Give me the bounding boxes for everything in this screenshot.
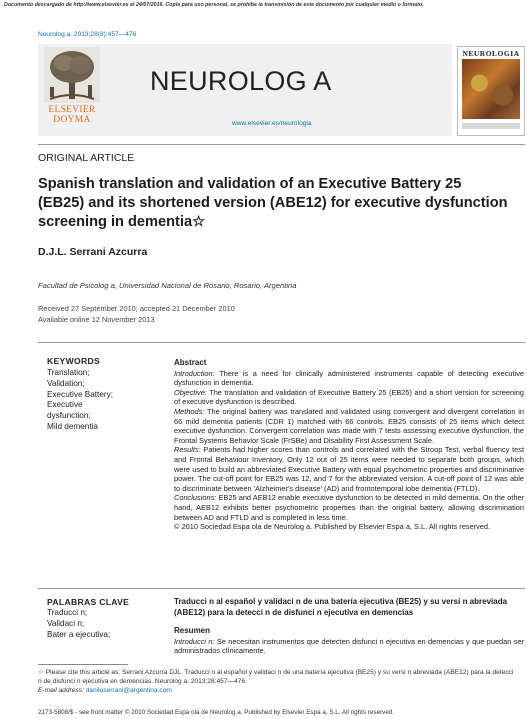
section-label: Introduction: (174, 368, 215, 378)
section-text: There is a need for clinically administered instruments capable of detecting executive dysfunction in dementia. (174, 368, 524, 388)
palabras-clave-list (47, 608, 110, 640)
keyword-item: Executive Battery; (47, 389, 113, 399)
publisher-line-2: DOYMA (53, 115, 91, 125)
cover-title: NEUROLOGIA (462, 49, 520, 58)
palabras-clave-heading: PALABRAS CLAVE (47, 597, 130, 607)
online-date: Available online 12 November 2013 (38, 314, 155, 324)
elsevier-logo (40, 47, 104, 129)
keywords-list (47, 368, 157, 433)
footnote-rule (38, 664, 128, 665)
received-dates: Received 27 September 2010; accepted 21 December 2010 (38, 304, 235, 313)
section-label: Results: (174, 445, 201, 455)
keyword-item: dysfunction; (47, 411, 91, 421)
divider (38, 342, 525, 343)
cover-footer-band (462, 123, 520, 129)
author-affiliation: Facultad de Psicolog a, Universidad Nacional de Rosario, Rosario, Argentina (38, 281, 297, 290)
section-label: Methods: (174, 406, 205, 416)
journal-cover (457, 46, 525, 136)
email-line (38, 687, 518, 696)
publisher-line-1: ELSEVIER (48, 105, 96, 115)
palabra-clave-item: Bater a ejecutiva; (47, 629, 111, 639)
section-label: Objective: (174, 387, 207, 397)
abstract-results (174, 445, 524, 493)
tree-logo-icon (44, 47, 100, 103)
keyword-item: Validation; (47, 378, 85, 388)
email-label: E-mail address: (38, 686, 86, 694)
page-footer: 2173-5808/$ - see front matter © 2010 Sociedad Espa ola de Neurolog a. Published by Elsevier Espa a, S.L. All rights reserved. (38, 709, 395, 716)
keyword-item: Mild dementia (47, 421, 98, 431)
keyword-item: Translation; (47, 368, 90, 377)
abstract-methods (174, 407, 524, 445)
palabra-clave-item: Traducci n; (47, 608, 88, 617)
section-text: EB25 and AEB12 enable executive dysfunction to be detected in mild dementia. On the other hand, AEB12 exhibits better psychometric properties than the original battery, allowing discrimination between AD and FTLD and is completed in less time. (174, 493, 524, 522)
author-names: D.J.L. Serrani Azcurra (38, 246, 148, 258)
download-notice: Documento descargado de http://www.elsevier.es el 24/07/2016. Copia para uso personal, se prohíbe la transmisión de este documento por cualquier medio o formato. (4, 2, 424, 8)
resumen-heading: Resumen (174, 626, 211, 635)
journal-citation[interactable]: Neurolog a. 2013;28(8):457—476 (38, 31, 137, 38)
journal-url-link[interactable]: www.elsevier.es/neurologia (232, 120, 312, 127)
keywords-heading: KEYWORDS (47, 356, 101, 366)
email-link[interactable]: daniloserrani@argentina.com (85, 686, 172, 694)
journal-title: NEUROLOG A (150, 66, 332, 96)
citation-footnote: ☆ Please cite this article as: Serrani Azcurra DJL. Traducci n al español y validaci n de una batería ejecutiva (BE25) y su versi n abreviada (ABE12) para la detecci n de disfunci n ejecutiva en demencias. Neurolog a. 2013;28:457—476. (38, 669, 514, 685)
keyword-item: Executive (47, 400, 83, 410)
article-type: ORIGINAL ARTICLE (38, 152, 135, 164)
section-label: Introducci n: (174, 636, 215, 646)
section-text: The translation and validation of Executive Battery 25 (EB25) and a short version for screening of executive dysfunction is described. (174, 387, 524, 407)
section-label: Conclusions: (174, 493, 217, 503)
abstract-objective (174, 388, 524, 407)
divider (38, 144, 525, 145)
section-text: Se necesitan instrumentos que detecten disfunci n ejecutiva en demencias y que puedan ser administrados clínicamente. (174, 636, 524, 656)
cover-artwork (462, 59, 520, 119)
resumen (174, 626, 524, 656)
publisher-name (40, 105, 104, 125)
footnote (38, 669, 518, 696)
abstract-introduction (174, 369, 524, 388)
palabra-clave-item: Validaci n; (47, 618, 85, 628)
divider (38, 588, 525, 589)
section-text: Patients had higher scores than controls and correlated with the Stroop Test, verbal fluency test and Frontal Behaviour Inventory. Only 12 out of 25 items were needed to separate both groups, which were used to build an abbreviated Executive Battery with equal psychometric properties and discriminative power. The cut-off point for EB25 was 12, and 7 for the abbreviated version. A cut-off point of 12 was able to discriminate between 'Alzheimer's disease' (AD) and frontotemporal lobe dementia (FTLD). (174, 445, 524, 493)
section-text: The original battery was translated and validated using convergent and divergent correlation in 66 mild dementia patients (CDR 1) matched with 66 controls. EB25 consists of 25 items which detect executive dysfunction. Convergent correlation was made with 7 tests assessing executive dysfunction, the Frontal Systems Behavior Scale (FrSBe) and Disability First Assessment Scale. (174, 406, 524, 445)
abstract (174, 358, 524, 532)
abstract-conclusions (174, 493, 524, 522)
resumen-introduccion (174, 637, 524, 656)
article-dates (38, 304, 235, 325)
abstract-heading: Abstract (174, 358, 207, 367)
abstract-copyright: © 2010 Sociedad Espa ola de Neurolog a. Published by Elsevier Espa a, S.L. All rights reserved. (174, 522, 491, 532)
spanish-title: Traducci n al español y validaci n de una batería ejecutiva (BE25) y su versi n abreviada (ABE12) para la detecci n de disfunci n ejecutiva en demencias (174, 597, 508, 617)
article-title: Spanish translation and validation of an Executive Battery 25 (EB25) and its shortened version (ABE12) for executive dysfunction screening in dementia☆ (38, 176, 508, 230)
